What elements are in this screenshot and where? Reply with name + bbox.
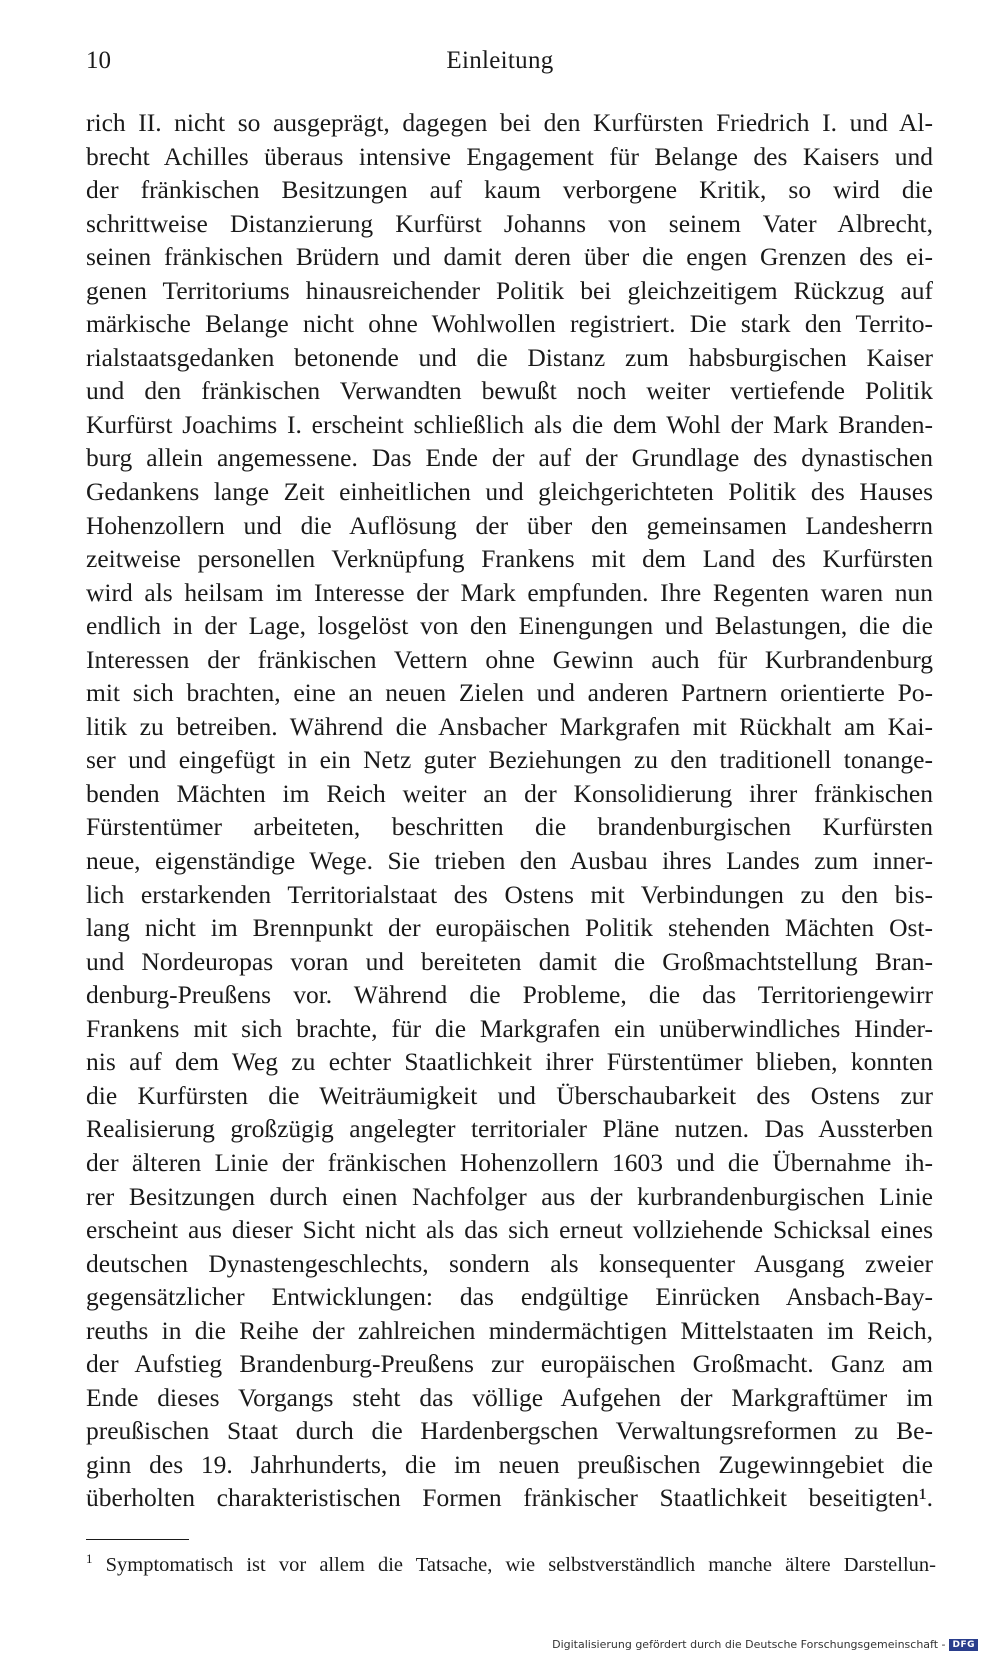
footnote-marker: 1 bbox=[86, 1551, 93, 1567]
text-line: neue, eigenständige Wege. Sie trieben den Ausbau ihres Landes zum inner- bbox=[86, 846, 933, 876]
text-line: Hohenzollern und die Auflösung der über den gemeinsamen Landesherrn bbox=[86, 510, 933, 540]
text-line: nis auf dem Weg zu echter Staatlichkeit ihrer Fürstentümer blieben, konnten bbox=[86, 1047, 933, 1077]
text-line: denburg-Preußens vor. Während die Probleme, die das Territoriengewirr bbox=[86, 980, 933, 1010]
page-number: 10 bbox=[86, 47, 111, 74]
text-line: und Nordeuropas voran und bereiteten damit die Großmachtstellung Bran- bbox=[86, 946, 933, 976]
text-line: wird als heilsam im Interesse der Mark empfunden. Ihre Regenten waren nun bbox=[86, 577, 933, 607]
text-line: seinen fränkischen Brüdern und damit deren über die engen Grenzen des ei- bbox=[86, 242, 933, 272]
text-line: benden Mächten im Reich weiter an der Konsolidierung ihrer fränkischen bbox=[86, 778, 933, 808]
text-line: Interessen der fränkischen Vettern ohne Gewinn auch für Kurbrandenburg bbox=[86, 644, 933, 674]
text-line: endlich in der Lage, losgelöst von den Einengungen und Belastungen, die die bbox=[86, 611, 933, 641]
text-line: gegensätzlicher Entwicklungen: das endgültige Einrücken Ansbach-Bay- bbox=[86, 1282, 933, 1312]
text-line: zeitweise personellen Verknüpfung Frankens mit dem Land des Kurfürsten bbox=[86, 544, 933, 574]
text-line: litik zu betreiben. Während die Ansbacher Markgrafen mit Rückhalt am Kai- bbox=[86, 711, 933, 741]
text-line: die Kurfürsten die Weiträumigkeit und Überschaubarkeit des Ostens zur bbox=[86, 1080, 933, 1110]
body-text bbox=[86, 106, 933, 1515]
text-line: brecht Achilles überaus intensive Engagement für Belange des Kaisers und bbox=[86, 141, 933, 171]
text-line: reuths in die Reihe der zahlreichen mindermächtigen Mittelstaaten im Reich, bbox=[86, 1315, 933, 1345]
text-line: burg allein angemessene. Das Ende der auf der Grundlage des dynastischen bbox=[86, 443, 933, 473]
text-line: Kurfürst Joachims I. erscheint schließlich als die dem Wohl der Mark Branden- bbox=[86, 409, 933, 439]
running-head: Einleitung bbox=[446, 47, 554, 74]
digitization-note: Digitalisierung gefördert durch die Deutsche Forschungsgemeinschaft - bbox=[552, 1638, 946, 1651]
footnote-text: Symptomatisch ist vor allem die Tatsache, wie selbstverständlich manche ältere Darstellun- bbox=[105, 1554, 936, 1576]
digitization-footer bbox=[552, 1638, 978, 1651]
text-line: Realisierung großzügig angelegter territorialer Pläne nutzen. Das Aussterben bbox=[86, 1114, 933, 1144]
footnote-rule bbox=[86, 1539, 189, 1540]
text-line: märkische Belange nicht ohne Wohlwollen registriert. Die stark den Territo- bbox=[86, 309, 933, 339]
text-line: deutschen Dynastengeschlechts, sondern als konsequenter Ausgang zweier bbox=[86, 1248, 933, 1278]
text-line: Ende dieses Vorgangs steht das völlige Aufgehen der Markgraftümer im bbox=[86, 1382, 933, 1412]
text-line: und den fränkischen Verwandten bewußt noch weiter vertiefende Politik bbox=[86, 376, 933, 406]
text-line: der fränkischen Besitzungen auf kaum verborgene Kritik, so wird die bbox=[86, 175, 933, 205]
text-line: ginn des 19. Jahrhunderts, die im neuen preußischen Zugewinngebiet die bbox=[86, 1449, 933, 1479]
text-line: lich erstarkenden Territorialstaat des Ostens mit Verbindungen zu den bis- bbox=[86, 879, 933, 909]
text-line: ser und eingefügt in ein Netz guter Beziehungen zu den traditionell tonange- bbox=[86, 745, 933, 775]
text-line: rich II. nicht so ausgeprägt, dagegen bei den Kurfürsten Friedrich I. und Al- bbox=[86, 108, 933, 137]
text-line: rer Besitzungen durch einen Nachfolger aus der kurbrandenburgischen Linie bbox=[86, 1181, 933, 1211]
text-line: genen Territoriums hinausreichender Politik bei gleichzeitigem Rückzug auf bbox=[86, 275, 933, 305]
text-line: mit sich brachten, eine an neuen Zielen und anderen Partnern orientierte Po- bbox=[86, 678, 933, 708]
text-line: Fürstentümer arbeiteten, beschritten die brandenburgischen Kurfürsten bbox=[86, 812, 933, 842]
text-line: lang nicht im Brennpunkt der europäischen Politik stehenden Mächten Ost- bbox=[86, 913, 933, 943]
dfg-logo: DFG bbox=[949, 1639, 978, 1651]
text-line: Gedankens lange Zeit einheitlichen und gleichgerichteten Politik des Hauses bbox=[86, 477, 933, 507]
text-line: schrittweise Distanzierung Kurfürst Johanns von seinem Vater Albrecht, bbox=[86, 208, 933, 238]
text-line: erscheint aus dieser Sicht nicht als das sich erneut vollziehende Schicksal eines bbox=[86, 1215, 933, 1245]
text-line: überholten charakteristischen Formen fränkischer Staatlichkeit beseitigten¹. bbox=[86, 1483, 933, 1513]
text-line: der älteren Linie der fränkischen Hohenzollern 1603 und die Übernahme ih- bbox=[86, 1147, 933, 1177]
text-line: der Aufstieg Brandenburg-Preußens zur europäischen Großmacht. Ganz am bbox=[86, 1349, 933, 1379]
text-line: preußischen Staat durch die Hardenbergschen Verwaltungsreformen zu Be- bbox=[86, 1416, 933, 1446]
text-line: rialstaatsgedanken betonende und die Distanz zum habsburgischen Kaiser bbox=[86, 342, 933, 372]
text-line: Frankens mit sich brachte, für die Markgrafen ein unüberwindliches Hinder- bbox=[86, 1013, 933, 1043]
footnote bbox=[86, 1551, 936, 1579]
